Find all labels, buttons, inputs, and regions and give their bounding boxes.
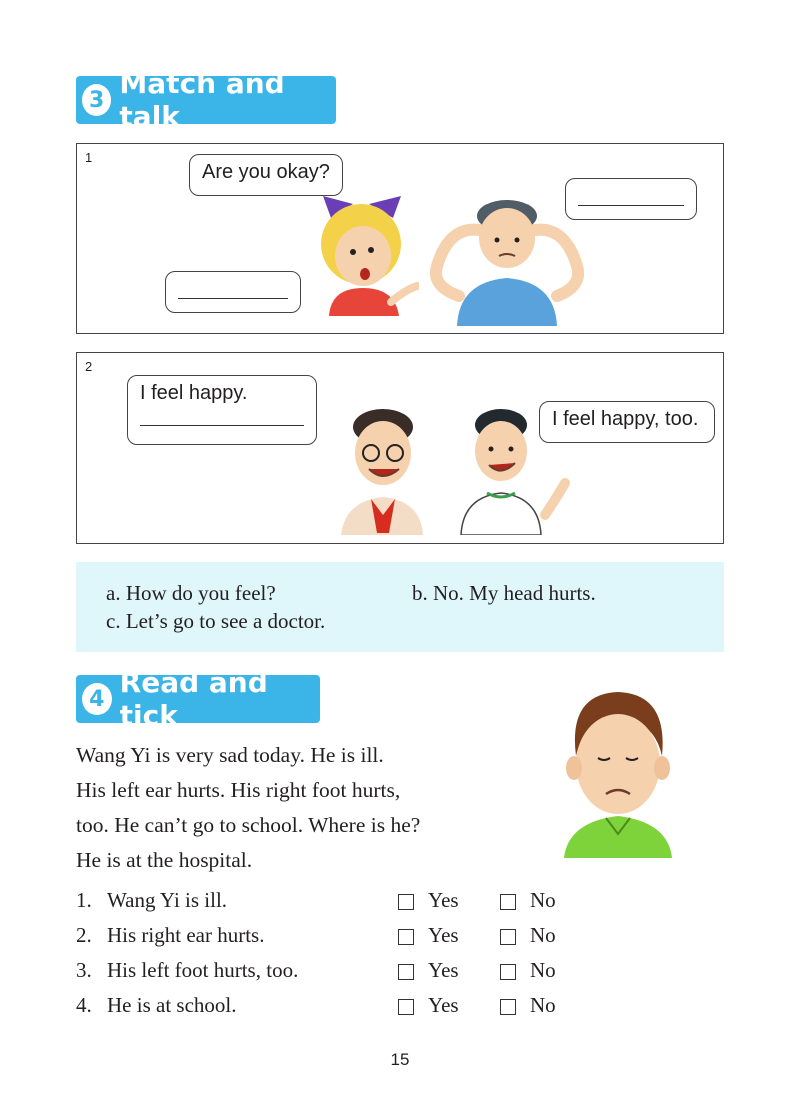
yes-label: Yes [428,888,459,912]
reading-passage [76,738,536,878]
section-3-number: 3 [82,84,111,116]
yes-checkbox[interactable] [398,999,414,1015]
no-label: No [530,993,556,1017]
option-c: c. Let’s go to see a doctor. [106,609,326,633]
dialogue-panel-2 [76,352,724,544]
panel-1-number: 1 [85,150,93,165]
no-label: No [530,923,556,947]
no-checkbox[interactable] [500,894,516,910]
no-checkbox[interactable] [500,929,516,945]
option-a: a. How do you feel? [106,581,276,605]
question-row [76,923,596,953]
speech-text: I feel happy. [140,382,248,404]
question-row [76,888,596,918]
answer-options-box [76,562,724,652]
section-4-header [76,666,320,732]
reading-line: He is at the hospital. [76,848,253,872]
sad-boy-illustration [562,686,674,858]
dialogue-panel-1 [76,143,724,334]
answer-blank-line [578,205,684,206]
answer-blank-bubble-left[interactable] [165,271,301,313]
yes-checkbox[interactable] [398,964,414,980]
question-text: His left foot hurts, too. [107,958,299,982]
answer-blank-line[interactable] [140,425,304,426]
yes-checkbox[interactable] [398,894,414,910]
question-text: His right ear hurts. [107,923,265,947]
yes-checkbox[interactable] [398,929,414,945]
speech-text: I feel happy, too. [552,408,699,430]
question-number: 1. [76,888,92,912]
section-3-title: Match and talk [119,67,285,133]
no-checkbox[interactable] [500,964,516,980]
question-row [76,993,596,1023]
reading-line: His left ear hurts. His right foot hurts, [76,778,401,802]
answer-blank-line [178,298,288,299]
smiling-boy-illustration [453,405,573,535]
question-number: 4. [76,993,92,1017]
yes-label: Yes [428,923,459,947]
section-3-header [76,67,336,133]
speech-bubble-are-you-okay [189,154,343,196]
section-4-title: Read and tick [119,666,268,732]
question-text: He is at school. [107,993,237,1017]
no-checkbox[interactable] [500,999,516,1015]
no-label: No [530,888,556,912]
yes-label: Yes [428,958,459,982]
option-b: b. No. My head hurts. [412,581,596,605]
no-label: No [530,958,556,982]
question-number: 3. [76,958,92,982]
girl-pointing-illustration [309,194,419,316]
reading-line: too. He can’t go to school. Where is he? [76,813,421,837]
question-text: Wang Yi is ill. [107,888,228,912]
section-4-number: 4 [82,683,112,715]
question-row [76,958,596,988]
speech-bubble-i-feel-happy [127,375,317,445]
question-number: 2. [76,923,92,947]
reading-line: Wang Yi is very sad today. He is ill. [76,743,384,767]
boy-headache-illustration [429,196,585,326]
page-number: 15 [390,1050,410,1069]
panel-2-number: 2 [85,359,93,374]
yes-label: Yes [428,993,459,1017]
speech-text: Are you okay? [202,161,330,183]
boy-with-glasses-illustration [339,405,425,535]
